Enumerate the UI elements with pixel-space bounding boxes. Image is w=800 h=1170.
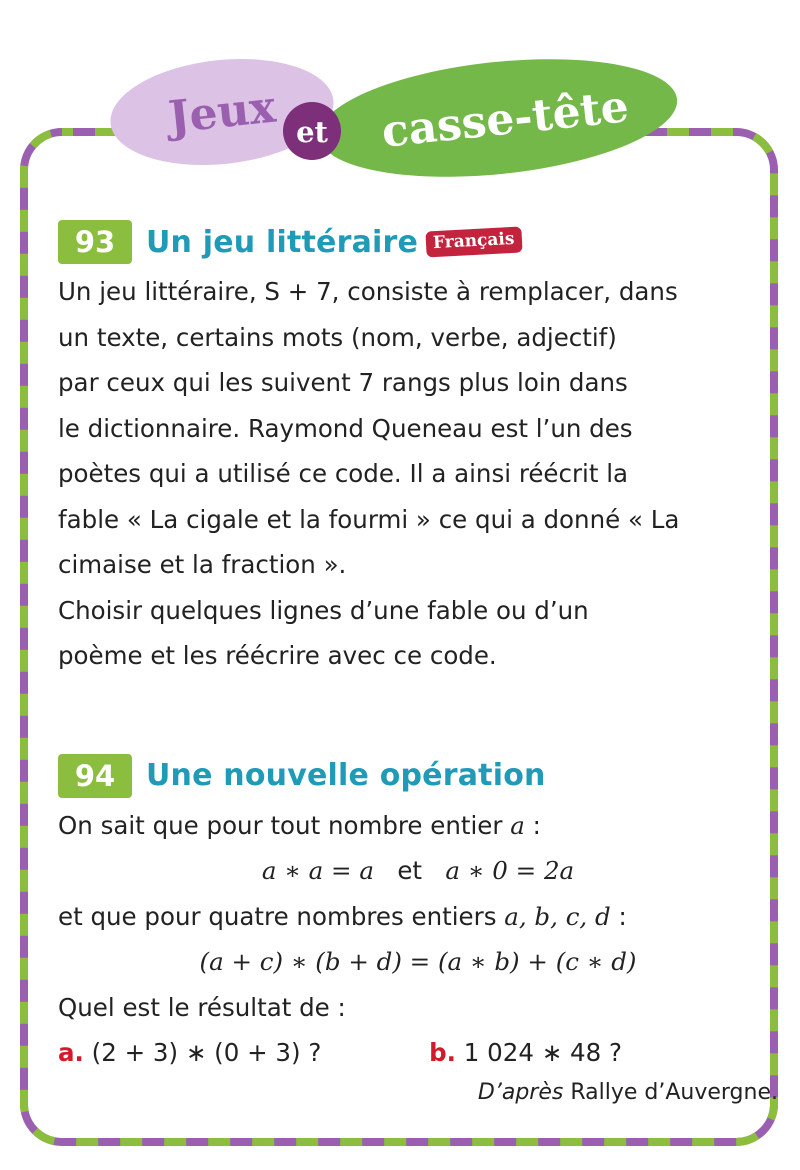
text-line: Un jeu littéraire, S + 7, consiste à remplacer, dans [58,277,678,306]
text-line: Choisir quelques lignes d’une fable ou d’un [58,595,589,625]
eq1-mid: et [397,856,423,885]
et-label: et [296,115,328,149]
equation-1 [58,848,778,894]
second-line [58,894,778,940]
question-a [58,1038,321,1067]
credit-italic: D’après [477,1079,564,1105]
intro-colon: : [524,810,541,840]
exercise-number-93: 93 [58,220,132,264]
questions-row [58,1030,778,1076]
content [58,215,778,1105]
casse-tete-label: casse-tête [379,81,632,158]
text-line: cimaise et la fraction ». [58,550,347,579]
exercise-93 [58,215,778,679]
text-line: un texte, certains mots (nom, verbe, adjectif) [58,322,617,352]
text-line: le dictionnaire. Raymond Queneau est l’un des [58,413,633,443]
subject-tag-francais: Français [425,227,522,258]
intro-text: On sait que pour tout nombre entier [58,810,503,840]
text-line: poème et les réécrire avec ce code. [58,641,497,670]
exercise-94 [58,749,778,1105]
exercise-number-94: 94 [58,754,132,798]
question-line: Quel est le résultat de : [58,992,346,1022]
credit-rest: Rallye d’Auvergne. [563,1079,778,1105]
exercise-93-header [58,215,778,269]
intro-line [58,803,778,849]
exercise-94-text [58,803,778,1076]
question-b-label: b. [429,1038,456,1067]
second-text: et que pour quatre nombres entiers [58,901,497,931]
exercise-94-header [58,749,778,803]
exercise-title-94: Une nouvelle opération [146,758,546,793]
header-banner [0,0,800,200]
second-vars: a, b, c, d [504,901,611,931]
intro-var: a [510,810,525,840]
exercise-93-text [58,269,778,679]
exercise-title-93: Un jeu littéraire [146,224,419,260]
eq1-left: a ∗ a = a [261,856,374,885]
equation-2: (a + c) ∗ (b + d) = (a ∗ b) + (c ∗ d) [199,947,637,976]
jeux-label: Jeux [166,81,278,144]
question-a-label: a. [58,1038,84,1067]
text-line: fable « La cigale et la fourmi » ce qui a donné « La [58,504,680,534]
second-colon: : [610,901,627,931]
text-line: poètes qui a utilisé ce code. Il a ainsi réécrit la [58,459,629,488]
question-a-expr: (2 + 3) ∗ (0 + 3) ? [91,1038,322,1067]
question-b-expr: 1 024 ∗ 48 ? [463,1038,622,1067]
eq1-right: a ∗ 0 = 2a [445,856,575,885]
question-b [429,1038,622,1067]
text-line: par ceux qui les suivent 7 rangs plus loin dans [58,368,628,397]
source-credit [58,1080,778,1105]
